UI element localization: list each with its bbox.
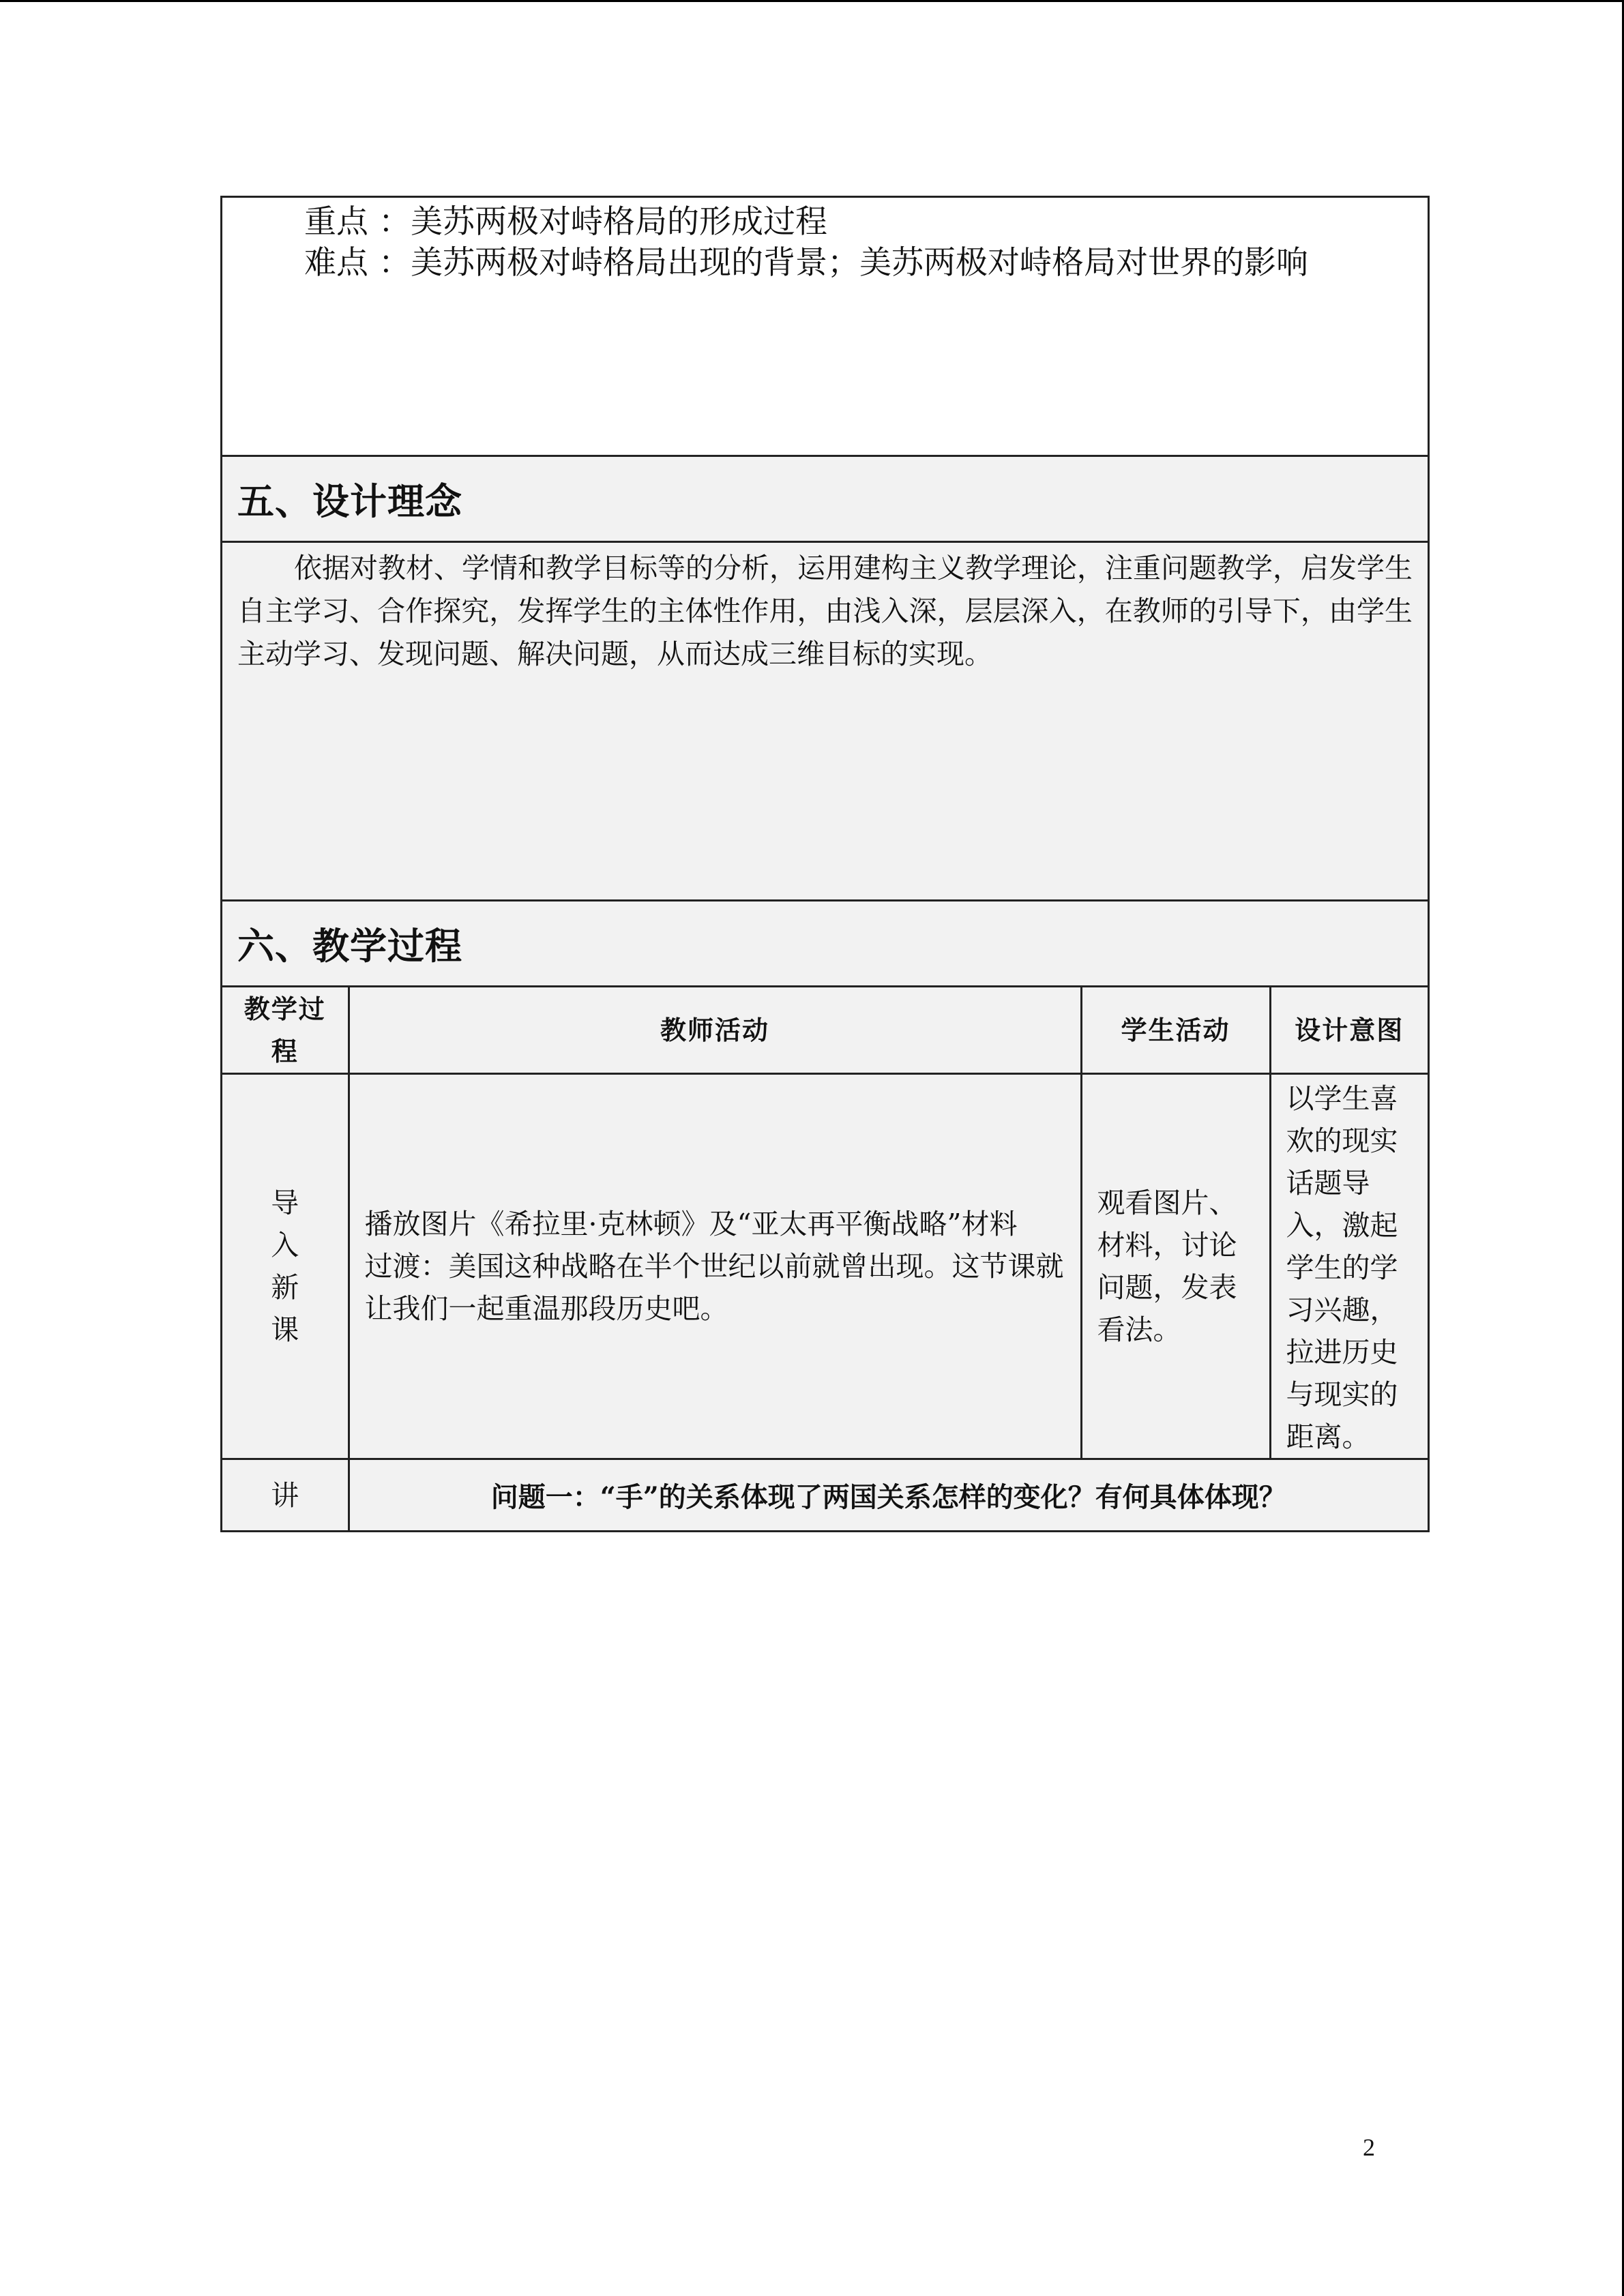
table-row: [222, 1459, 1428, 1531]
design-concept-body: [222, 543, 1428, 901]
teaching-process-table: [222, 987, 1428, 1530]
design-intent-cell: [1270, 1074, 1428, 1459]
header-student-activity: 学生活动: [1081, 987, 1270, 1074]
question-cell: 问题一：“手”的关系体现了两国关系怎样的变化？有何具体体现？: [349, 1459, 1428, 1531]
teacher-activity-line: 播放图片《希拉里·克林顿》及“亚太再平衡战略”材料: [364, 1208, 1018, 1240]
section-heading-teaching-process: 六、教学过程: [222, 901, 1428, 987]
stage-cell-intro: [222, 1074, 349, 1459]
stage-char: 新: [271, 1271, 299, 1304]
design-intent-text: 以学生喜欢的现实话题导入，激起学生的学习兴趣，拉进历史与现实的距离。: [1286, 1082, 1398, 1453]
teacher-activity-line: 过渡：美国这种战略在半个世纪以前就曾出现。这节课就让我们一起重温那段历史吧。: [364, 1250, 1064, 1325]
page-number: 2: [1363, 2134, 1375, 2161]
table-row: [222, 1074, 1428, 1459]
key-point-line: 重点 ：美苏两极对峙格局的形成过程: [304, 203, 827, 241]
stage-char: 导: [271, 1187, 299, 1219]
stage-char: 课: [271, 1313, 299, 1346]
design-concept-paragraph: 依据对教材、学情和教学目标等的分析，运用建构主义教学理论，注重问题教学，启发学生自主学习、合作探究，发挥学生的主体性作用，由浅入深，层层深入，在教师的引导下，由学生主动学习、发现问题、解决问题，从而达成三维目标的实现。: [237, 552, 1413, 670]
stage-char: 入: [271, 1229, 299, 1262]
difficulty-line: 难点 ：美苏两极对峙格局出现的背景；美苏两极对峙格局对世界的影响: [304, 244, 1308, 282]
stage-cell-lecture: 讲: [222, 1459, 349, 1531]
header-stage: [222, 987, 349, 1074]
focus-difficulty-block: [222, 198, 1428, 457]
section-heading-design-concept: 五、设计理念: [222, 457, 1428, 543]
student-activity-cell: 观看图片、材料，讨论问题，发表看法。: [1081, 1074, 1270, 1459]
page-top-rule: [0, 0, 1624, 2]
teaching-process-table-wrap: [222, 987, 1428, 1530]
header-design-intent: 设计意图: [1270, 987, 1428, 1074]
teacher-activity-cell: [349, 1074, 1081, 1459]
lesson-plan-frame: [220, 196, 1430, 1532]
table-header-row: [222, 987, 1428, 1074]
header-stage-label: 教学过程: [243, 993, 326, 1067]
header-teacher-activity: 教师活动: [349, 987, 1081, 1074]
